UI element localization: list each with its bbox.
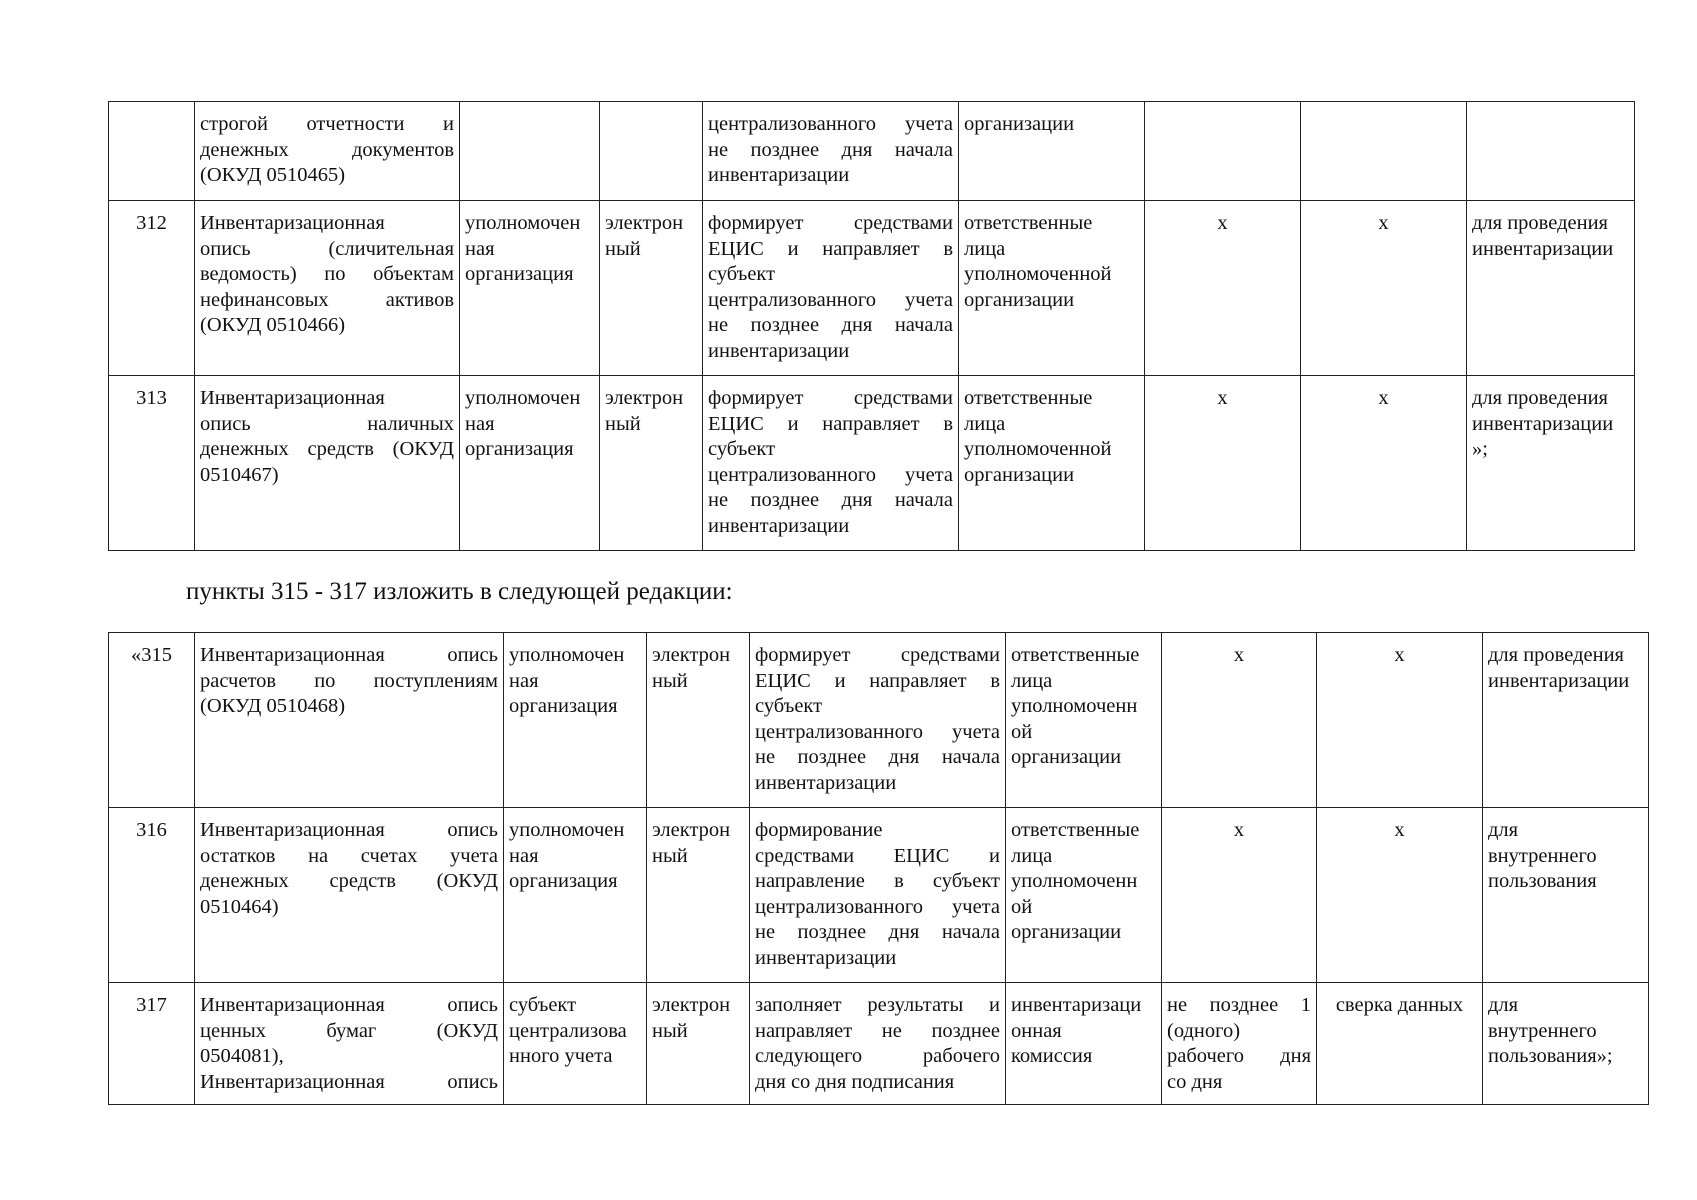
table-row — [109, 376, 1635, 551]
cell-action-line: инвентаризации — [755, 946, 897, 969]
cell-document-name-line: (ОКУД 0510465) — [200, 164, 346, 186]
cell-form-line: ный — [652, 669, 688, 692]
cell-document-name-line: Инвентаризационная опись — [200, 819, 498, 841]
cell-action-line: средствами ЕЦИС и — [755, 844, 1000, 867]
cell-control — [1317, 633, 1483, 808]
cell-form-line: электрон — [652, 819, 731, 841]
cell-responsible-persons-line: лица — [964, 412, 1006, 435]
cell-form — [647, 633, 750, 808]
cell-form-line: электрон — [605, 212, 684, 234]
cell-responsible-party-line: ная — [509, 844, 539, 867]
cell-responsible-persons — [1006, 633, 1162, 808]
cell-form-line: электрон — [605, 387, 684, 409]
table-row — [109, 633, 1649, 808]
cell-action-line: ЕЦИС и направляет в — [708, 237, 953, 260]
cell-action-line: формирует средствами — [755, 644, 1000, 666]
cell-deadline — [1162, 808, 1317, 983]
table-1 — [108, 101, 1635, 551]
cell-document-name-line: ведомость) по объектам — [200, 263, 454, 285]
cell-number: 313 — [109, 376, 195, 551]
cell-purpose-line: для проведения — [1472, 387, 1608, 409]
cell-form-line: электрон — [652, 994, 731, 1016]
cell-deadline-line: со дня — [1167, 1070, 1223, 1093]
cell-responsible-party-line: организация — [509, 870, 618, 892]
cell-responsible-persons-line: уполномоченн — [1011, 695, 1138, 717]
cell-number — [109, 102, 195, 201]
cell-control — [1317, 808, 1483, 983]
cell-responsible-party-line: уполномочен — [465, 212, 581, 234]
cell-action — [750, 633, 1006, 808]
cell-purpose-line: »; — [1472, 438, 1488, 460]
cell-document-name-line: денежных средств (ОКУД — [200, 438, 454, 460]
cell-deadline: х — [1145, 201, 1301, 376]
cell-control: х — [1301, 376, 1467, 551]
cell-responsible-persons-line: ответственные — [964, 212, 1093, 234]
cell-responsible-persons-line: лица — [964, 237, 1006, 260]
cell-action — [750, 983, 1006, 1105]
cell-responsible-party-line: уполномочен — [465, 387, 581, 409]
cell-purpose — [1483, 808, 1649, 983]
cell-action-line: ЕЦИС и направляет в — [755, 669, 1000, 692]
cell-action-line: субъект — [708, 263, 776, 285]
cell-purpose-line: инвентаризации — [1472, 412, 1614, 435]
cell-responsible-persons-line: уполномоченн — [1011, 870, 1138, 892]
cell-responsible-persons-line: комиссия — [1011, 1045, 1093, 1067]
cell-document-name-line: опись наличных — [200, 412, 454, 435]
cell-responsible-persons-line: организации — [1011, 921, 1122, 943]
cell-document-name — [195, 983, 504, 1105]
cell-purpose-line: внутреннего — [1488, 844, 1597, 867]
cell-responsible-party-line: ная — [509, 669, 539, 692]
cell-control-line: х — [1394, 644, 1405, 666]
cell-responsible-persons-line: ой — [1011, 895, 1033, 918]
cell-responsible-party-line: уполномочен — [509, 644, 625, 666]
cell-responsible-persons-line: организации — [964, 463, 1075, 486]
cell-action — [750, 808, 1006, 983]
cell-action-line: инвентаризации — [755, 771, 897, 794]
cell-document-name-line: денежных документов — [200, 138, 454, 161]
cell-purpose-line: для — [1488, 819, 1519, 841]
cell-document-name-line: опись (сличительная — [200, 237, 454, 260]
cell-deadline-line: х — [1233, 819, 1245, 841]
cell-document-name-line: нефинансовых активов — [200, 288, 454, 311]
cell-responsible-party-line: уполномочен — [509, 819, 625, 841]
cell-form-line: ный — [652, 844, 688, 867]
cell-purpose-line: пользования — [1488, 870, 1597, 892]
cell-purpose — [1467, 201, 1635, 376]
cell-responsible-persons — [959, 102, 1145, 201]
section-heading: пункты 315 - 317 изложить в следующей редакции: — [186, 578, 733, 605]
cell-action — [703, 102, 959, 201]
cell-form-line: ный — [605, 237, 641, 260]
cell-control-line: х — [1394, 819, 1405, 841]
table-row — [109, 201, 1635, 376]
cell-action — [703, 201, 959, 376]
cell-form-line: ный — [605, 412, 641, 435]
cell-action-line: формирует средствами — [708, 212, 953, 234]
cell-responsible-persons — [959, 201, 1145, 376]
cell-action-line: не позднее дня начала — [708, 314, 953, 336]
cell-document-name-line: (ОКУД 0510466) — [200, 314, 346, 336]
cell-number: 312 — [109, 201, 195, 376]
cell-action-line: субъект — [708, 438, 776, 460]
cell-responsible-party — [504, 633, 647, 808]
cell-form-line: электрон — [652, 644, 731, 666]
cell-responsible-persons-line: организации — [964, 113, 1075, 135]
cell-responsible-party-line: нного учета — [509, 1045, 613, 1067]
cell-purpose-line: инвентаризации — [1488, 669, 1630, 692]
cell-responsible-persons-line: инвентаризаци — [1011, 994, 1142, 1016]
cell-document-name-line: Инвентаризационная опись — [200, 1070, 498, 1093]
cell-document-name-line: ценных бумаг (ОКУД — [200, 1019, 498, 1042]
cell-document-name-line: Инвентаризационная опись — [200, 644, 498, 666]
cell-form — [600, 102, 703, 201]
cell-action-line: дня со дня подписания — [755, 1070, 955, 1093]
cell-deadline — [1162, 633, 1317, 808]
cell-deadline — [1162, 983, 1317, 1105]
cell-deadline-line: не позднее 1 — [1167, 994, 1311, 1016]
cell-purpose-line: для проведения — [1488, 644, 1624, 666]
cell-action-line: не позднее дня начала — [755, 746, 1000, 768]
cell-responsible-party — [504, 808, 647, 983]
cell-purpose — [1467, 102, 1635, 201]
cell-responsible-party-line: организация — [465, 438, 574, 460]
cell-responsible-party-line: субъект — [509, 994, 577, 1016]
cell-purpose — [1483, 983, 1649, 1105]
cell-document-name-line: расчетов по поступлениям — [200, 669, 498, 692]
cell-action-line: субъект — [755, 695, 823, 717]
cell-responsible-persons-line: лица — [1011, 844, 1053, 867]
cell-form — [647, 983, 750, 1105]
cell-responsible-party-line: организация — [465, 263, 574, 285]
cell-responsible-persons-line: ответственные — [964, 387, 1093, 409]
cell-action-line: заполняет результаты и — [755, 994, 1000, 1016]
cell-purpose-line: инвентаризации — [1472, 237, 1614, 260]
cell-responsible-party-line: организация — [509, 695, 618, 717]
cell-document-name-line: 0510464) — [200, 895, 279, 918]
cell-form — [647, 808, 750, 983]
cell-control — [1317, 983, 1483, 1105]
cell-purpose — [1483, 633, 1649, 808]
cell-responsible-persons-line: лица — [1011, 669, 1053, 692]
cell-responsible-party — [504, 983, 647, 1105]
cell-form-line: ный — [652, 1019, 688, 1042]
cell-responsible-party — [460, 102, 600, 201]
cell-action-line: инвентаризации — [708, 514, 850, 537]
cell-document-name — [195, 376, 460, 551]
cell-document-name-line: 0510467) — [200, 463, 279, 486]
cell-responsible-party — [460, 376, 600, 551]
cell-document-name — [195, 633, 504, 808]
cell-responsible-persons-line: ответственные — [1011, 644, 1140, 666]
cell-responsible-party-line: ная — [465, 412, 495, 435]
cell-responsible-persons-line: ответственные — [1011, 819, 1140, 841]
cell-deadline — [1145, 102, 1301, 201]
cell-action-line: не позднее дня начала — [755, 921, 1000, 943]
cell-purpose-line: для — [1488, 994, 1519, 1016]
table-row — [109, 102, 1635, 201]
cell-responsible-persons-line: уполномоченной — [964, 438, 1112, 460]
cell-responsible-persons-line: уполномоченной — [964, 263, 1112, 285]
cell-document-name — [195, 201, 460, 376]
cell-document-name-line: 0504081), — [200, 1045, 284, 1067]
cell-action-line: не позднее дня начала — [708, 489, 953, 511]
cell-responsible-persons — [959, 376, 1145, 551]
cell-action-line: следующего рабочего — [755, 1045, 1000, 1067]
table-row — [109, 808, 1649, 983]
cell-purpose-line: для проведения — [1472, 212, 1608, 234]
cell-action-line: централизованного учета — [755, 720, 1000, 743]
cell-document-name-line: денежных средств (ОКУД — [200, 870, 498, 892]
table-2 — [108, 632, 1649, 1105]
cell-action-line: централизованного учета — [708, 463, 953, 486]
cell-action-line: направление в субъект — [755, 870, 1000, 892]
cell-document-name-line: строгой отчетности и — [200, 113, 454, 135]
cell-responsible-persons-line: онная — [1011, 1019, 1062, 1042]
cell-deadline-line: х — [1233, 644, 1245, 666]
cell-number: 317 — [109, 983, 195, 1105]
cell-responsible-persons-line: организации — [1011, 746, 1122, 768]
cell-document-name-line: остатков на счетах учета — [200, 844, 498, 867]
cell-action-line: централизованного учета — [755, 895, 1000, 918]
cell-document-name — [195, 808, 504, 983]
cell-number: «315 — [109, 633, 195, 808]
cell-purpose-line: внутреннего — [1488, 1019, 1597, 1042]
cell-responsible-party-line: ная — [465, 237, 495, 260]
cell-control — [1301, 102, 1467, 201]
cell-document-name-line: Инвентаризационная опись — [200, 994, 498, 1016]
cell-action-line: не позднее дня начала — [708, 138, 953, 161]
cell-responsible-persons-line: ой — [1011, 720, 1033, 743]
cell-action-line: направляет не позднее — [755, 1019, 1000, 1042]
cell-document-name-line: Инвентаризационная — [200, 212, 385, 234]
cell-responsible-party — [460, 201, 600, 376]
cell-document-name-line: (ОКУД 0510468) — [200, 695, 346, 717]
cell-action-line: формирует средствами — [708, 387, 953, 409]
cell-responsible-party-line: централизова — [509, 1019, 627, 1042]
cell-action — [703, 376, 959, 551]
cell-responsible-persons-line: организации — [964, 288, 1075, 311]
cell-deadline-line: рабочего дня — [1167, 1045, 1311, 1067]
cell-purpose — [1467, 376, 1635, 551]
cell-number: 316 — [109, 808, 195, 983]
cell-control-line: сверка данных — [1335, 994, 1464, 1016]
cell-responsible-persons — [1006, 808, 1162, 983]
cell-form — [600, 376, 703, 551]
cell-deadline-line: (одного) — [1167, 1019, 1241, 1042]
cell-action-line: централизованного учета — [708, 288, 953, 311]
cell-form — [600, 201, 703, 376]
cell-document-name — [195, 102, 460, 201]
cell-deadline: х — [1145, 376, 1301, 551]
cell-action-line: инвентаризации — [708, 339, 850, 362]
cell-control: х — [1301, 201, 1467, 376]
table-row — [109, 983, 1649, 1105]
cell-action-line: ЕЦИС и направляет в — [708, 412, 953, 435]
cell-action-line: централизованного учета — [708, 113, 953, 135]
cell-document-name-line: Инвентаризационная — [200, 387, 385, 409]
cell-responsible-persons — [1006, 983, 1162, 1105]
cell-purpose-line: пользования»; — [1488, 1045, 1613, 1067]
cell-action-line: инвентаризации — [708, 164, 850, 186]
cell-action-line: формирование — [755, 819, 883, 841]
